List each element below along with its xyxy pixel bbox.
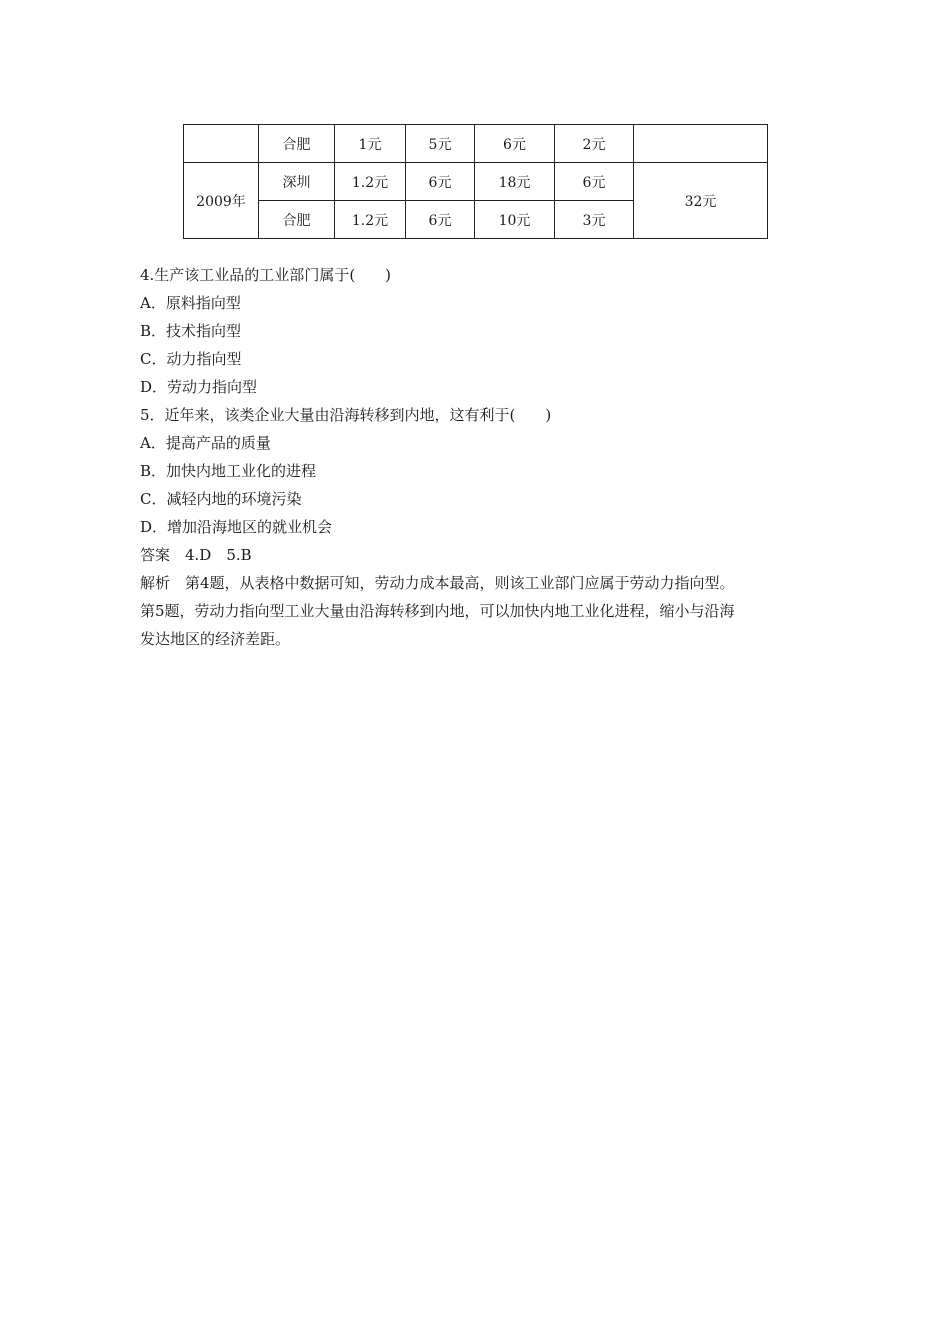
question-5-stem: 5．近年来，该类企业大量由沿海转移到内地，这有利于( ) (140, 406, 552, 424)
table-cell-city: 深圳 (259, 163, 335, 201)
question-5-option-b: B．加快内地工业化的进程 (140, 462, 317, 480)
analysis-line-2: 第5题，劳动力指向型工业大量由沿海转移到内地，可以加快内地工业化进程，缩小与沿海 (140, 602, 735, 620)
table-cell-city: 合肥 (259, 125, 335, 163)
table-cell-total: 32元 (634, 163, 768, 239)
table-cell: 2元 (555, 125, 634, 163)
cost-comparison-table (183, 124, 768, 239)
table-row (184, 125, 768, 163)
table-cell: 1.2元 (335, 163, 406, 201)
answer-line: 答案 4.D 5.B (140, 546, 252, 564)
analysis-line-1: 解析 第4题，从表格中数据可知，劳动力成本最高，则该工业部门应属于劳动力指向型。 (140, 574, 735, 592)
question-5-option-a: A．提高产品的质量 (140, 434, 271, 452)
analysis-line-3: 发达地区的经济差距。 (140, 630, 291, 648)
question-text (140, 261, 820, 653)
table-cell: 10元 (475, 201, 555, 239)
table-row (184, 163, 768, 201)
table-cell: 1元 (335, 125, 406, 163)
table-cell-city: 合肥 (259, 201, 335, 239)
table-cell: 6元 (475, 125, 555, 163)
question-4-option-c: C．动力指向型 (140, 350, 242, 368)
table-cell: 6元 (406, 201, 475, 239)
question-4-option-d: D．劳动力指向型 (140, 378, 258, 396)
question-5-option-c: C．减轻内地的环境污染 (140, 490, 302, 508)
table-cell: 3元 (555, 201, 634, 239)
question-5-option-d: D．增加沿海地区的就业机会 (140, 518, 333, 536)
question-4-stem: 4.生产该工业品的工业部门属于( ) (140, 266, 392, 284)
table-cell-year: 2009年 (184, 163, 259, 239)
table-cell-year (184, 125, 259, 163)
table-cell: 18元 (475, 163, 555, 201)
table-cell-total (634, 125, 768, 163)
table-cell: 5元 (406, 125, 475, 163)
table-cell: 1.2元 (335, 201, 406, 239)
table-cell: 6元 (555, 163, 634, 201)
question-4-option-a: A．原料指向型 (140, 294, 241, 312)
question-4-option-b: B．技术指向型 (140, 322, 242, 340)
table-cell: 6元 (406, 163, 475, 201)
